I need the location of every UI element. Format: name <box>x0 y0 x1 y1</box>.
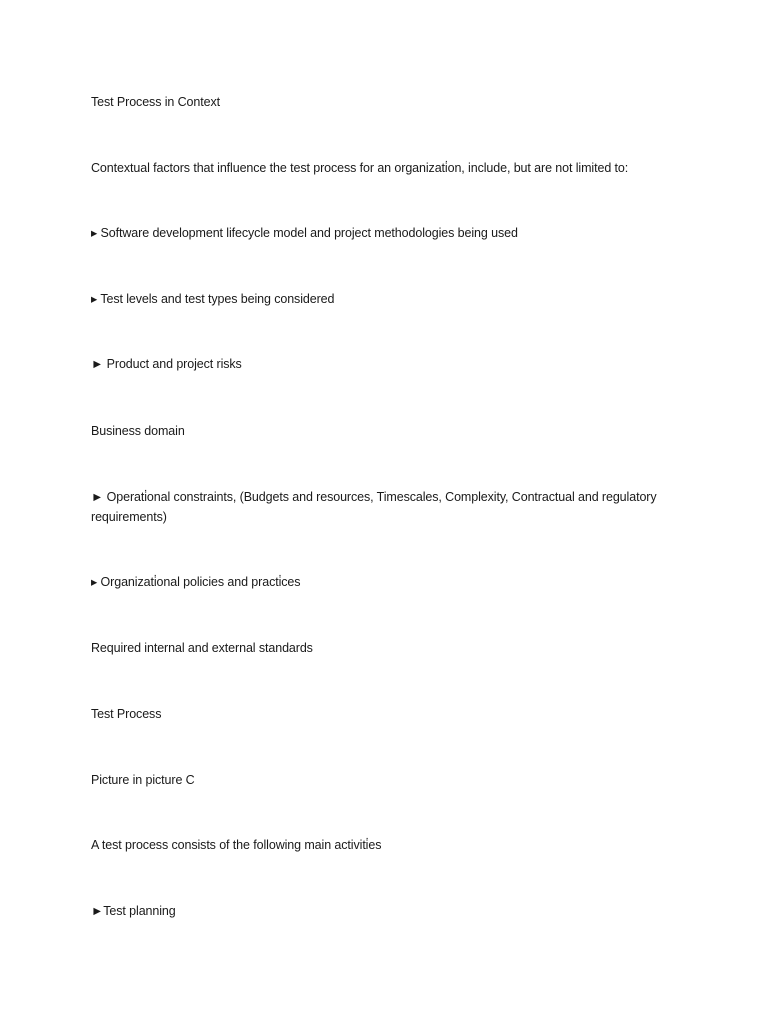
paragraph-contextual-factors: Contextual factors that influence the test process for an organizati̇on, include, but are not limited to: <box>91 161 629 175</box>
section-heading-test-process-in-context: Test Process in Context <box>91 95 221 109</box>
bullet-product-risks: ► Product and project risks <box>91 357 242 371</box>
bullet-lifecycle-model: ▸ Software development lifecycle model and project methodologies being used <box>91 226 518 240</box>
paragraph-business-domain: Business domain <box>91 424 185 438</box>
bullet-test-levels: ▸ Test levels and test types being considered <box>91 292 335 306</box>
paragraph-main-activities: A test process consists of the following main activiti̇es <box>91 838 382 852</box>
section-heading-test-process: Test Process <box>91 707 162 721</box>
paragraph-standards: Required internal and external standards <box>91 641 313 655</box>
bullet-organizational-policies: ▸ Organizati̇onal policies and practi̇ces <box>91 575 301 589</box>
bullet-operational-constraints: ► Operati̇onal constraints, (Budgets and resources, Timescales, Complexity, Contractual and regulatory requirements) <box>91 490 657 524</box>
paragraph-picture-caption: Picture in picture C <box>91 773 195 787</box>
bullet-test-planning: ►Test planning <box>91 904 176 918</box>
